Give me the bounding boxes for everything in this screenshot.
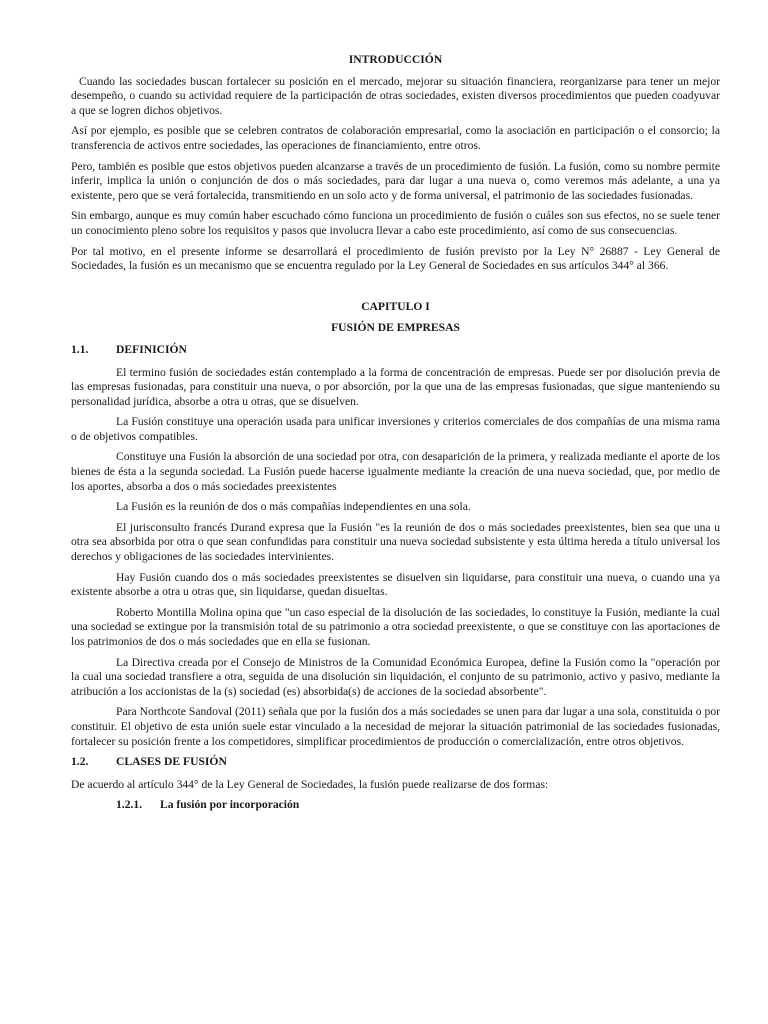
section-number: 1.1. [71, 342, 89, 356]
document-page [71, 53, 720, 813]
chapter-title: FUSIÓN DE EMPRESAS [331, 321, 460, 335]
intro-paragraph-1: Cuando las sociedades buscan fortalecer su posición en el mercado, mejorar su situación financiera, reorganizarse para tener un mejor desempeño, o cuando su actividad requiere de la participación de otras sociedades, existen diversos procedimientos que pueden coadyuvar a que se logren dichos objetivos. [71, 74, 720, 117]
definicion-paragraph-9: Para Northcote Sandoval (2011) señala que por la fusión dos a más sociedades se unen para dar lugar a una sola, constituida o por constituir. El objetivo de esta unión suele estar vinculado a la necesidad de mejorar la situación patrimonial de las sociedades fusionadas, fortalecer su posición frente a los competidores, simplificar procedimientos de producción o comercialización, entre otros objetivos. [71, 705, 720, 748]
section-number: 1.2. [71, 755, 89, 769]
definicion-paragraph-3: Constituye una Fusión la absorción de una sociedad por otra, con desaparición de la primera, y realizada mediante el aporte de los bienes de ésta a la segunda sociedad. La Fusión puede hacerse igualmente mediante la creación de una nueva sociedad, que, por medio de los aportes, absorba a dos o más sociedades preexistentes [71, 450, 720, 493]
definicion-paragraph-5: El jurisconsulto francés Durand expresa que la Fusión "es la reunión de dos o más sociedades preexistentes, bien sea que una u otra sea absorbida por otra o que sean confundidas para constituir una nueva sociedad subsistente y esta última hereda a título universal los derechos y obligaciones de las sociedades intervinientes. [71, 520, 720, 564]
subsection-title: La fusión por incorporación [160, 798, 300, 812]
subsection-number: 1.2.1. [116, 798, 143, 812]
definicion-paragraph-6: Hay Fusión cuando dos o más sociedades preexistentes se disuelven sin liquidarse, para constituir una nueva, o cuando una ya existente absorbe a otra u otras que, sin liquidarse, quedan disueltas. [71, 570, 720, 599]
definicion-paragraph-1: El termino fusión de sociedades están contemplado a la forma de concentración de empresas. Puede ser por disolución previa de las empresas fusionadas, para constituir una nueva, o por absorción, por la que una de las empresas fusionadas, que sigue manteniendo su personalidad jurídica, absorbe a otra u otras, que se disuelven. [71, 365, 720, 408]
section-title: DEFINICIÓN [116, 342, 187, 356]
section-heading-clases [71, 755, 720, 770]
intro-paragraph-4: Sin embargo, aunque es muy común haber escuchado cómo funciona un procedimiento de fusión o cuáles son sus efectos, no se suele tener un conocimiento pleno sobre los requisitos y pasos que involucra llevar a cabo este procedimiento, así como de sus consecuencias. [71, 209, 720, 237]
definicion-paragraph-7: Roberto Montilla Molina opina que "un caso especial de la disolución de las sociedades, lo constituye la Fusión, mediante la cual una sociedad se extingue por la transmisión total de su patrimonio a otra sociedad preexistente, o que se constituye con las aportaciones de los patrimonios de dos o más sociedades que en ella se fusionan. [71, 605, 720, 648]
section-title: CLASES DE FUSIÓN [116, 755, 227, 769]
clases-paragraph: De acuerdo al artículo 344° de la Ley General de Sociedades, la fusión puede realizarse de dos formas: [71, 777, 549, 791]
subsection-heading-incorporacion [116, 798, 720, 813]
spacer [71, 280, 720, 300]
definicion-paragraph-8: La Directiva creada por el Consejo de Ministros de la Comunidad Económica Europea, define la Fusión como la "operación por la cual una sociedad transfiere a otra, seguida de una disolución sin liquidación, el conjunto de su patrimonio, activo y pasivo, mediante la atribución a los accionistas de la (s) sociedad (es) absorbida(s) de acciones de la sociedad absorbente". [71, 655, 720, 698]
intro-title: INTRODUCCIÓN [348, 53, 443, 66]
chapter-label: CAPITULO I [361, 299, 430, 313]
intro-paragraph-3: Pero, también es posible que estos objetivos pueden alcanzarse a través de un procedimiento de fusión. La fusión, como su nombre permite inferir, implica la unión o conjunción de dos o más sociedades, para dar lugar a una nueva o, como veremos más adelante, a una ya existente, pero que se verá fortalecida, transmitiendo en un solo acto y de forma universal, el patrimonio de las sociedades fusionadas. [71, 159, 720, 202]
section-heading-definicion [71, 343, 720, 358]
definicion-paragraph-4: La Fusión es la reunión de dos o más compañías independientes en una sola. [116, 500, 471, 514]
definicion-paragraph-2: La Fusión constituye una operación usada para unificar inversiones y criterios comerciales de dos compañías de una misma rama o de objetivos compatibles. [71, 415, 720, 443]
intro-paragraph-5: Por tal motivo, en el presente informe se desarrollará el procedimiento de fusión previsto por la Ley N° 26887 - Ley General de Sociedades, la fusión es un mecanismo que se encuentra regulado por la Ley General de Sociedades en sus artículos 344° al 366. [71, 244, 720, 273]
intro-paragraph-2: Así por ejemplo, es posible que se celebren contratos de colaboración empresarial, como la asociación en participación o el consorcio; la transferencia de activos entre sociedades, las operaciones de financiamiento, entre otros. [71, 124, 720, 152]
